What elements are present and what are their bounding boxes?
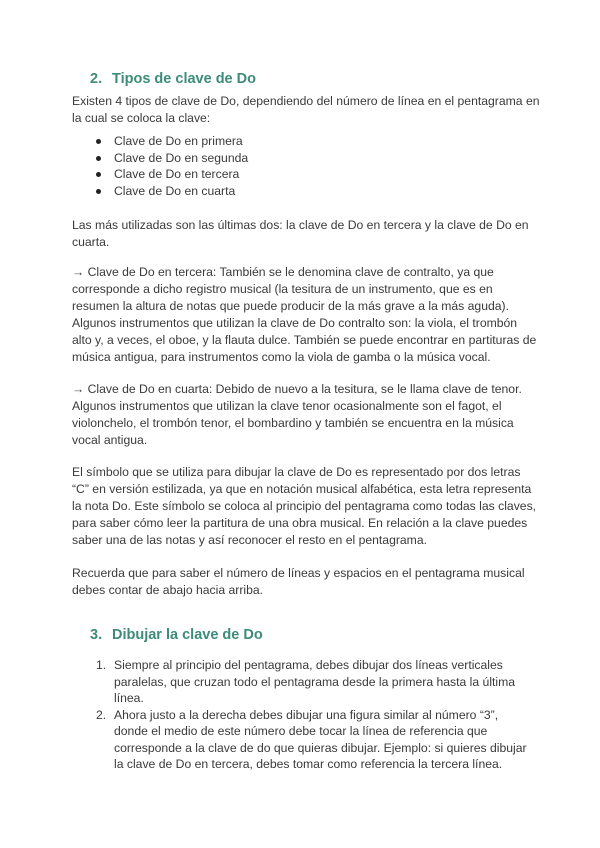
section-2-heading (90, 71, 256, 87)
heading-number: 3. (90, 627, 103, 643)
text-line: paralelas, que cruzan todo el pentagrama desde la primera hasta la última (114, 674, 516, 689)
heading-title: Dibujar la clave de Do (112, 627, 263, 643)
list-item (72, 133, 248, 150)
text-line: música antigua, para instrumentos como la viola de gamba o la música vocal. (72, 350, 491, 364)
paragraph-tercera (72, 264, 536, 366)
section-3-heading (90, 627, 263, 643)
text-line: Las más utilizadas son las últimas dos: la clave de Do en tercera y la clave de Do en (72, 218, 529, 232)
step-number: 1. (96, 658, 107, 672)
text-line: la cual se coloca la clave: (72, 111, 211, 125)
text-line: la clave de Do en tercera, debes tomar como referencia la tercera línea. (114, 757, 503, 771)
text-line: Ahora justo a la derecha debes dibujar una figura similar al número “3”, (114, 707, 499, 722)
text-line: vocal antigua. (72, 433, 148, 447)
list-item-text: Clave de Do en tercera (114, 167, 240, 181)
text-line: resumen la altura de notas que puede producir de la más grave a la más aguda). (72, 299, 509, 313)
text-line: donde el medio de este número debe tocar la línea de referencia que (114, 724, 488, 738)
paragraph-remember (72, 565, 525, 599)
paragraph-symbol (72, 464, 536, 549)
step-number: 2. (96, 707, 107, 722)
text-line: “C” en versión estilizada, ya que en notación musical alfabética, esta letra representa (72, 482, 532, 496)
text-line: para saber cómo leer la partitura de una obra musical. En relación a la clave puedes (72, 516, 528, 530)
bullet-icon (96, 156, 101, 161)
intro-paragraph (72, 93, 540, 127)
list-item-text: Clave de Do en primera (114, 134, 243, 148)
text-line: Algunos instrumentos que utilizan la clave tenor ocasionalmente son el fagot, el (72, 399, 502, 413)
text-line: → Clave de Do en cuarta: Debido de nuevo a la tesitura, se le llama clave de tenor. (72, 382, 522, 396)
text-line: → Clave de Do en tercera: También se le denomina clave de contralto, ya que (72, 265, 494, 279)
text-line: Existen 4 tipos de clave de Do, dependiendo del número de línea en el pentagrama en (72, 94, 540, 108)
text-line: Recuerda que para saber el número de líneas y espacios en el pentagrama musical (72, 566, 525, 580)
bullet-icon (96, 189, 101, 194)
text-line: saber una de las notas y así reconocer el resto en el pentagrama. (72, 533, 428, 547)
bullet-icon (96, 139, 101, 144)
bullet-icon (96, 172, 101, 177)
text-line: Siempre al principio del pentagrama, debes dibujar dos líneas verticales (114, 658, 503, 672)
drawing-steps-list (72, 657, 527, 773)
list-item (72, 657, 527, 707)
list-item (72, 183, 248, 200)
text-line: violonchelo, el trombón tenor, el bombardino y también se encuentra en la música (72, 416, 514, 430)
list-item-text: Clave de Do en segunda (114, 150, 249, 165)
paragraph-cuarta (72, 381, 522, 449)
text-line: la nota Do. Este símbolo se coloca al principio del pentagrama como todas las claves, (72, 499, 537, 513)
list-item (72, 707, 527, 773)
text-line: alto y, a veces, el oboe, y la flauta dulce. También se puede encontrar en partituras de (72, 333, 537, 347)
paragraph-most-used (72, 217, 529, 251)
text-line: cuarta. (72, 235, 110, 249)
list-item-text: Clave de Do en cuarta (114, 183, 236, 198)
text-line: debes contar de abajo hacia arriba. (72, 583, 264, 597)
list-item (72, 166, 248, 183)
list-item (72, 150, 248, 167)
heading-number: 2. (90, 71, 103, 87)
text-line: El símbolo que se utiliza para dibujar la clave de Do es representado por dos letras (72, 465, 521, 479)
heading-title: Tipos de clave de Do (112, 71, 256, 87)
text-line: línea. (114, 691, 144, 705)
text-line: corresponde a la clave de do que quieras dibujar. Ejemplo: si quieres dibujar (114, 740, 527, 755)
text-line: corresponde a dicho registro musical (la tesitura de un instrumento, que es en (72, 282, 493, 296)
text-line: Algunos instrumentos que utilizan la clave de Do contralto son: la viola, el trombón (72, 316, 518, 330)
clef-types-list (72, 133, 248, 199)
